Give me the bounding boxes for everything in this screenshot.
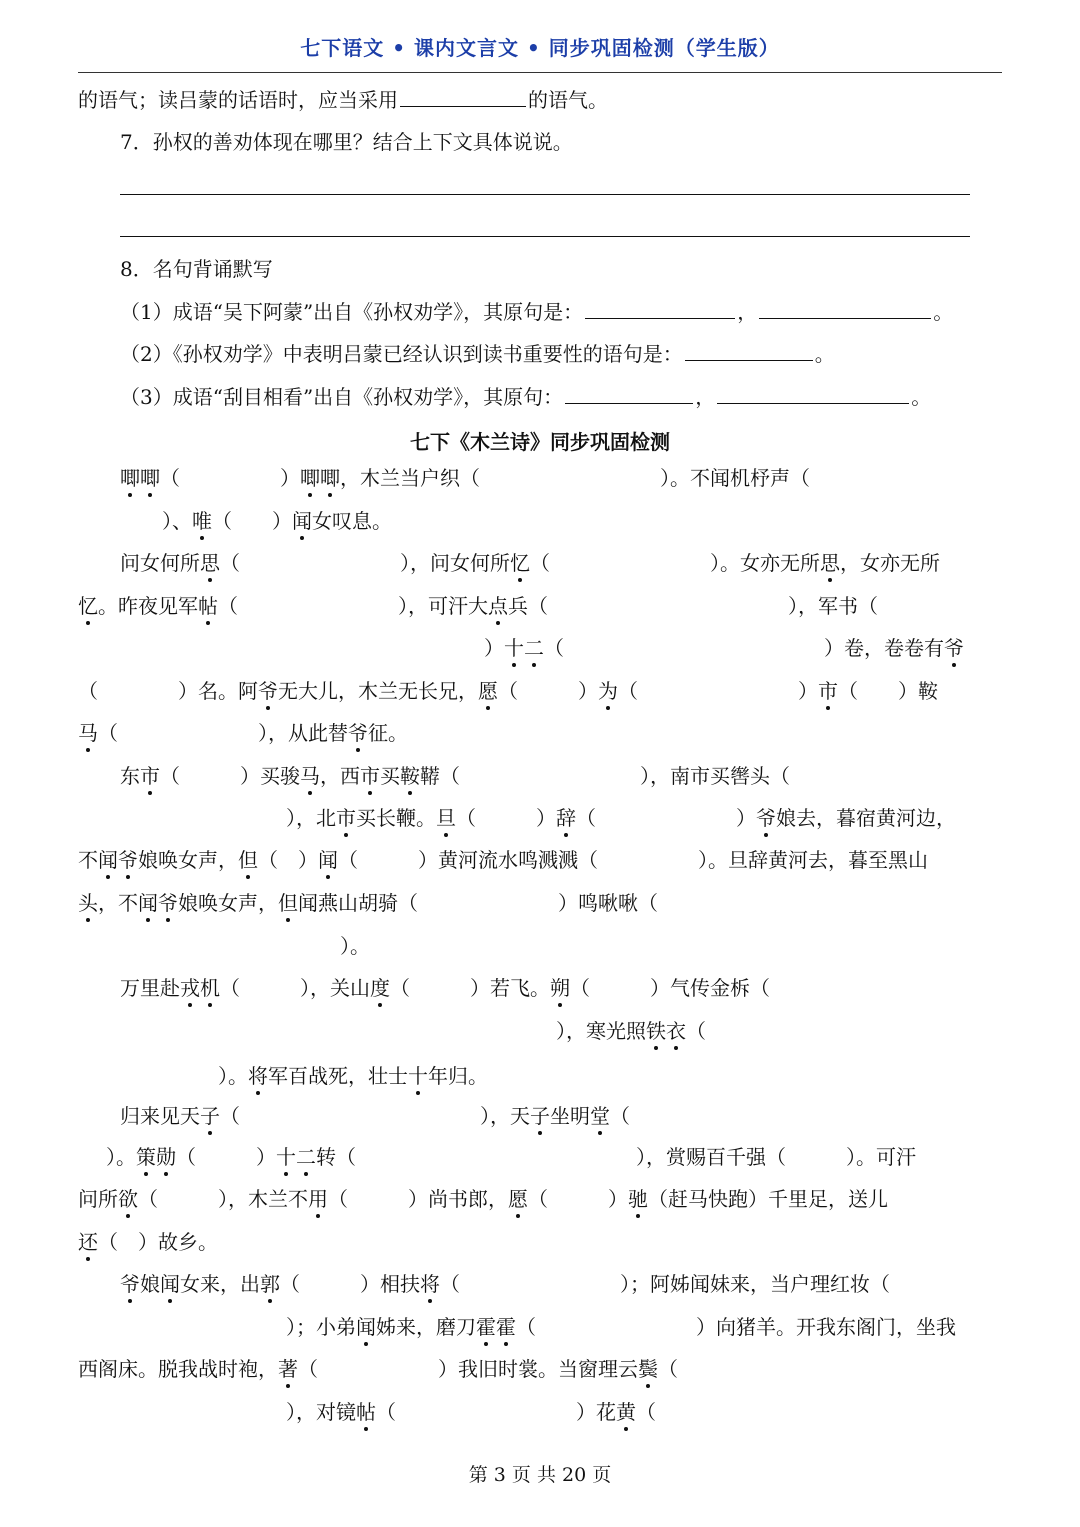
emphasis-char: 闻 (292, 509, 312, 533)
mulan-line-7: 马（ ），从此替爷征。 (78, 721, 408, 745)
emphasis-char: 唧 (140, 466, 160, 490)
emphasis-char: 黄 (616, 1400, 636, 1424)
emphasis-char: 机 (200, 976, 220, 1000)
mulan-line-1: 唧唧（ ）唧唧，木兰当户织（ ）。不闻机杼声（ (120, 466, 810, 490)
emphasis-char: 朔 (550, 976, 570, 1000)
emphasis-char: 但 (278, 891, 298, 915)
emphasis-char: 霍 (496, 1315, 516, 1339)
emphasis-char: 爷 (348, 721, 368, 745)
q8-3 (120, 383, 931, 411)
q7-answer-line-1[interactable] (120, 194, 970, 195)
emphasis-char: 爷 (756, 806, 776, 830)
q8-3-blank-1[interactable] (565, 383, 693, 404)
q6-text-a: 的语气；读吕蒙的话语时，应当采用 (78, 88, 398, 112)
emphasis-char: 爷 (118, 848, 138, 872)
emphasis-char: 勋 (156, 1145, 176, 1169)
q8-title: 8．名句背诵默写 (120, 257, 273, 281)
emphasis-char: 堂 (590, 1104, 610, 1128)
emphasis-char: 马 (300, 764, 320, 788)
emphasis-char: 但 (238, 848, 258, 872)
emphasis-char: 著 (278, 1357, 298, 1381)
mulan-line-15: ）。将军百战死，壮士十年归。 (218, 1064, 488, 1088)
emphasis-char: 闻 (138, 891, 158, 915)
emphasis-char: 将 (248, 1064, 268, 1088)
emphasis-char: 市 (360, 764, 380, 788)
emphasis-char: 闻 (98, 848, 118, 872)
mulan-line-16: 归来见天子（ ），天子坐明堂（ (120, 1104, 630, 1128)
emphasis-char: 爷 (120, 1272, 140, 1296)
mulan-line-8: 东市（ ）买骏马，西市买鞍鞯（ ），南市买辔头（ (120, 764, 790, 788)
header-rule (78, 72, 1002, 73)
q8-1-sep: ， (737, 300, 758, 324)
q8-3-text: （3）成语“刮目相看”出自《孙权劝学》，其原句： (120, 385, 564, 409)
emphasis-char: 头 (78, 891, 98, 915)
mulan-line-13: 万里赴戎机（ ），关山度（ ）若飞。朔（ ）气传金柝（ (120, 976, 770, 1000)
emphasis-char: 爷 (158, 891, 178, 915)
emphasis-char: 忆 (78, 594, 98, 618)
q8-1 (120, 298, 953, 326)
emphasis-char: 霍 (476, 1315, 496, 1339)
mulan-line-23: ），对镜帖（ ）花黄（ (286, 1400, 656, 1424)
emphasis-char: 闻 (160, 1272, 180, 1296)
emphasis-char: 驰 (628, 1187, 648, 1211)
emphasis-char: 闻 (318, 848, 338, 872)
emphasis-char: 爷 (258, 679, 278, 703)
q8-1-blank-1[interactable] (585, 298, 735, 319)
emphasis-char: 将 (420, 1272, 440, 1296)
mulan-title: 七下《木兰诗》同步巩固检测 (410, 430, 670, 454)
emphasis-char: 还 (78, 1230, 98, 1254)
emphasis-char: 忆 (510, 551, 530, 575)
q8-1-text: （1）成语“吴下阿蒙”出自《孙权劝学》，其原句是： (120, 300, 584, 324)
emphasis-char: 为 (598, 679, 618, 703)
mulan-line-17: ）。策勋（ ）十二转（ ），赏赐百千强（ ）。可汗 (106, 1145, 916, 1169)
emphasis-char: 辞 (556, 806, 576, 830)
emphasis-char: 铁 (646, 1019, 666, 1043)
emphasis-char: 唧 (120, 466, 140, 490)
emphasis-char: 帖 (198, 594, 218, 618)
emphasis-char: 唧 (300, 466, 320, 490)
q8-3-sep: ， (695, 385, 716, 409)
mulan-line-6: （ ）名。阿爷无大儿，木兰无长兄，愿（ ）为（ ）市（ ）鞍 (78, 679, 938, 703)
q8-3-blank-2[interactable] (717, 383, 909, 404)
mulan-line-4: 忆。昨夜见军帖（ ），可汗大点兵（ ），军书（ (78, 594, 878, 618)
mulan-line-21: ）；小弟闻姊来，磨刀霍霍（ ）向猪羊。开我东阁门，坐我 (286, 1315, 956, 1339)
emphasis-char: 唯 (192, 509, 212, 533)
q6-continuation (78, 86, 608, 114)
mulan-line-11: 头，不闻爷娘唤女声，但闻燕山胡骑（ ）鸣啾啾（ (78, 891, 658, 915)
emphasis-char: 十 (276, 1145, 296, 1169)
emphasis-char: 二 (296, 1145, 316, 1169)
q8-2-blank[interactable] (685, 340, 813, 361)
emphasis-char: 愿 (508, 1187, 528, 1211)
emphasis-char: 闻 (356, 1315, 376, 1339)
q8-2-end: 。 (814, 342, 835, 366)
emphasis-char: 十 (504, 636, 524, 660)
emphasis-char: 戎 (180, 976, 200, 1000)
emphasis-char: 旦 (436, 806, 456, 830)
emphasis-char: 马 (78, 721, 98, 745)
emphasis-char: 子 (200, 1104, 220, 1128)
emphasis-char: 愿 (478, 679, 498, 703)
emphasis-char: 帖 (356, 1400, 376, 1424)
q6-blank[interactable] (400, 86, 526, 107)
emphasis-char: 郭 (260, 1272, 280, 1296)
mulan-line-9: ），北市买长鞭。旦（ ）辞（ ）爷娘去，暮宿黄河边， (286, 806, 956, 830)
mulan-line-19: 还（ ）故乡。 (78, 1230, 218, 1254)
mulan-line-3: 问女何所思（ ），问女何所忆（ ）。女亦无所思，女亦无所 (120, 551, 940, 575)
mulan-line-14: ），寒光照铁衣（ (556, 1019, 706, 1043)
q8-2 (120, 340, 835, 368)
q8-2-text: （2）《孙权劝学》中表明吕蒙已经认识到读书重要性的语句是： (120, 342, 683, 366)
emphasis-char: 欲 (118, 1187, 138, 1211)
mulan-line-5: ）十二（ ）卷，卷卷有爷 (484, 636, 964, 660)
emphasis-char: 度 (370, 976, 390, 1000)
q8-1-blank-2[interactable] (759, 298, 931, 319)
emphasis-char: 思 (200, 551, 220, 575)
emphasis-char: 思 (820, 551, 840, 575)
emphasis-char: 鞍 (400, 764, 420, 788)
emphasis-char: 子 (530, 1104, 550, 1128)
emphasis-char: 十 (408, 1064, 428, 1088)
page-header: 七下语文 • 课内文言文 • 同步巩固检测（学生版） (300, 36, 780, 60)
mulan-line-22: 西阁床。脱我战时袍，著（ ）我旧时裳。当窗理云鬓（ (78, 1357, 678, 1381)
mulan-line-10: 不闻爷娘唤女声，但（ ）闻（ ）黄河流水鸣溅溅（ ）。旦辞黄河去，暮至黑山 (78, 848, 928, 872)
emphasis-char: 市 (818, 679, 838, 703)
emphasis-char: 衣 (666, 1019, 686, 1043)
emphasis-char: 用 (308, 1187, 328, 1211)
emphasis-char: 点 (488, 594, 508, 618)
page-footer: 第 3 页 共 20 页 (468, 1464, 612, 1486)
mulan-line-12: ）。 (340, 934, 370, 958)
emphasis-char: 爷 (944, 636, 964, 660)
q8-3-end: 。 (911, 385, 932, 409)
q7-question: 7．孙权的善劝体现在哪里？结合上下文具体说说。 (120, 130, 573, 154)
emphasis-char: 策 (136, 1145, 156, 1169)
emphasis-char: 市 (336, 806, 356, 830)
emphasis-char: 唧 (320, 466, 340, 490)
emphasis-char: 市 (140, 764, 160, 788)
mulan-line-18: 问所欲（ ），木兰不用（ ）尚书郎，愿（ ）驰（赶马快跑）千里足，送儿 (78, 1187, 888, 1211)
emphasis-char: 二 (524, 636, 544, 660)
q8-1-end: 。 (933, 300, 954, 324)
mulan-line-2: ）、唯（ ）闻女叹息。 (162, 509, 392, 533)
q6-text-b: 的语气。 (528, 88, 608, 112)
q7-answer-line-2[interactable] (120, 236, 970, 237)
mulan-line-20: 爷娘闻女来，出郭（ ）相扶将（ ）；阿姊闻妹来，当户理红妆（ (120, 1272, 890, 1296)
emphasis-char: 鬓 (638, 1357, 658, 1381)
